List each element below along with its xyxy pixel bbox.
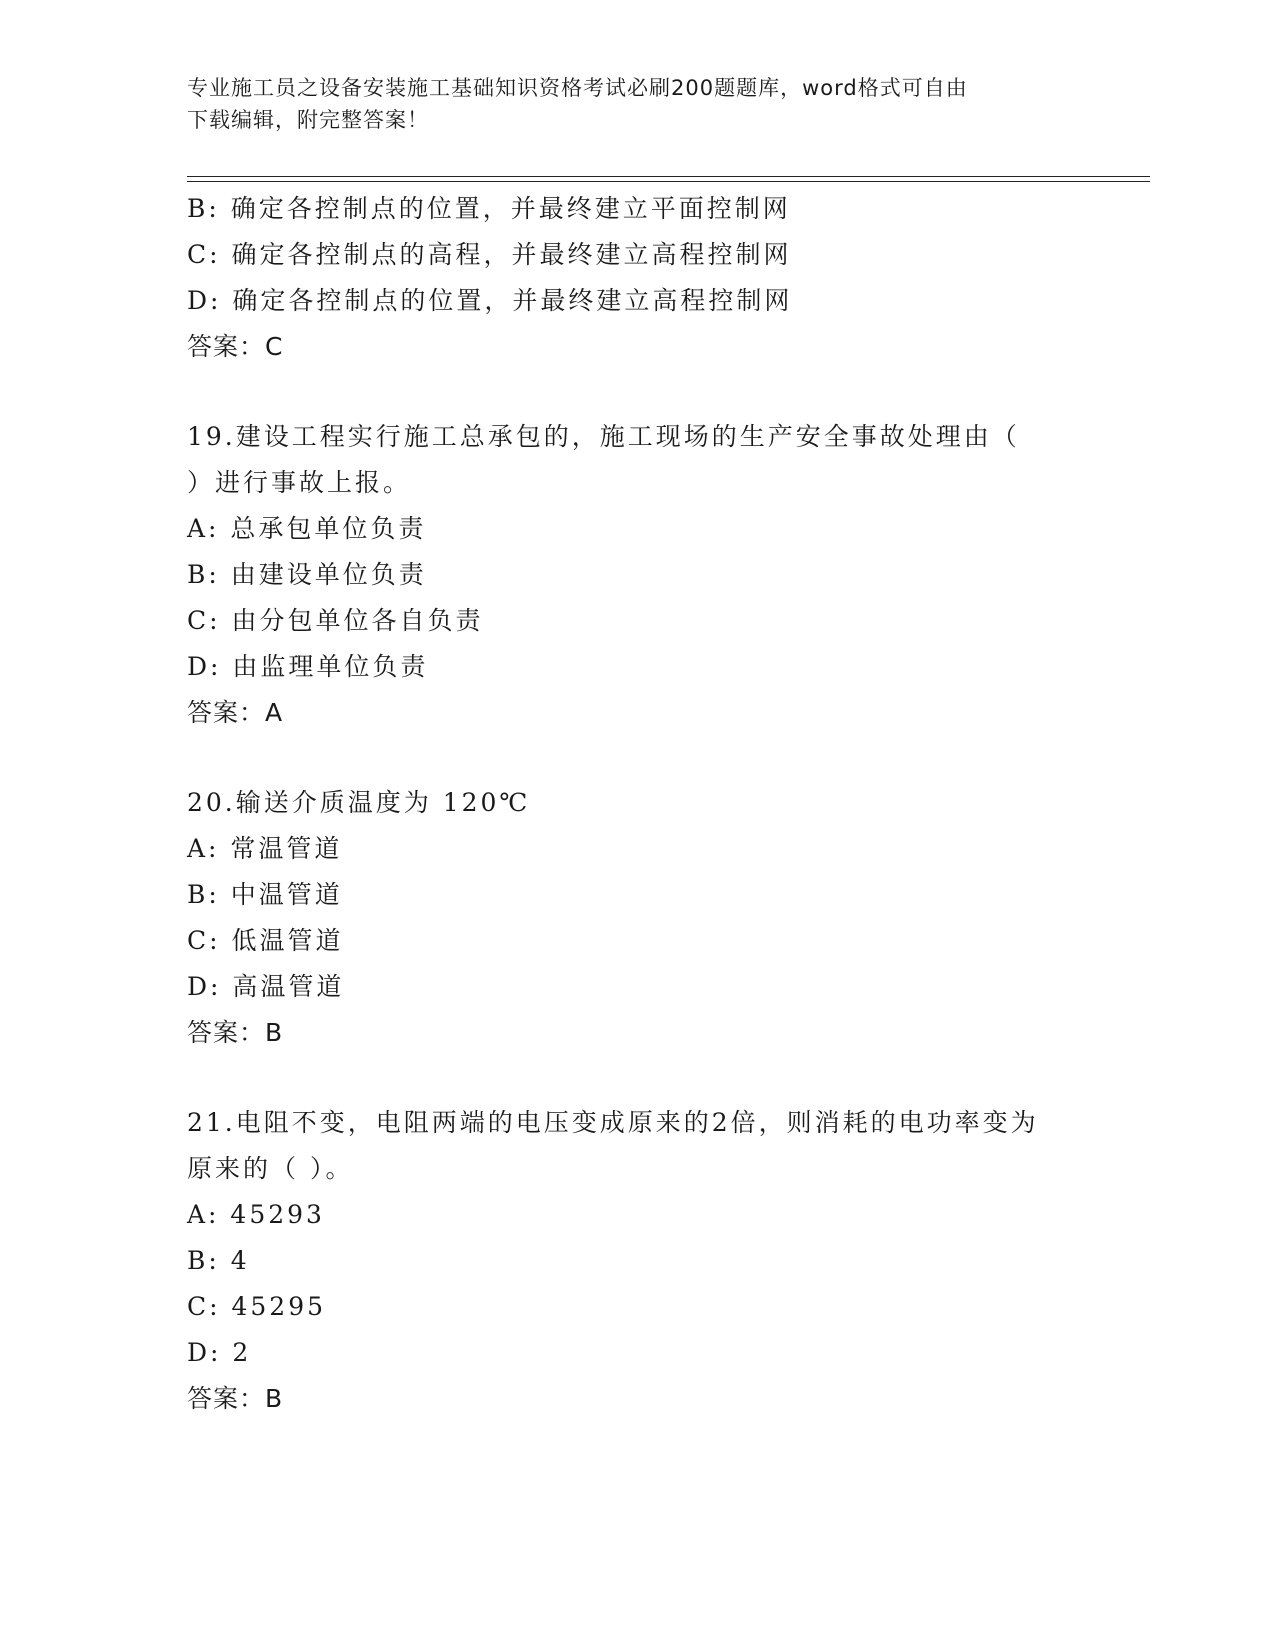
option-b: B: 中温管道 — [187, 880, 343, 909]
question-stem-line-2: 原来的（ ）。 — [187, 1154, 354, 1183]
option-c: C: 由分包单位各自负责 — [187, 606, 484, 635]
option-b: B: 确定各控制点的位置，并最终建立平面控制网 — [187, 194, 791, 223]
option-c: C: 确定各控制点的高程，并最终建立高程控制网 — [187, 240, 792, 269]
spacer — [187, 1056, 1087, 1100]
question-20 — [187, 780, 1087, 1056]
option-a: A: 常温管道 — [187, 834, 343, 863]
answer-line: 答案：A — [187, 698, 284, 727]
question-stem-line-1: 20.输送介质温度为 120℃ — [187, 788, 531, 817]
spacer — [187, 736, 1087, 780]
answer-line: 答案：B — [187, 1018, 284, 1047]
question-stem-line-1: 21.电阻不变，电阻两端的电压变成原来的2倍，则消耗的电功率变为 — [187, 1108, 1039, 1137]
question-list — [187, 186, 1087, 1422]
answer-line: 答案：C — [187, 332, 284, 361]
question-18 — [187, 186, 1087, 370]
option-d: D: 确定各控制点的位置，并最终建立高程控制网 — [187, 286, 793, 315]
option-c: C: 低温管道 — [187, 926, 344, 955]
header-divider-bottom — [187, 181, 1150, 182]
question-19 — [187, 414, 1087, 736]
header-divider-top — [187, 176, 1150, 177]
document-header — [187, 72, 1087, 136]
option-d: D: 2 — [187, 1338, 252, 1367]
question-stem-line-1: 19.建设工程实行施工总承包的，施工现场的生产安全事故处理由（ — [187, 422, 1020, 451]
question-stem-line-2: ）进行事故上报。 — [187, 468, 412, 497]
option-a: A: 45293 — [187, 1200, 325, 1229]
option-c: C: 45295 — [187, 1292, 327, 1321]
spacer — [187, 370, 1087, 414]
option-d: D: 高温管道 — [187, 972, 345, 1001]
question-21 — [187, 1100, 1087, 1422]
option-b: B: 由建设单位负责 — [187, 560, 427, 589]
header-line-1: 专业施工员之设备安装施工基础知识资格考试必刷200题题库，word格式可自由 — [187, 76, 968, 100]
answer-line: 答案：B — [187, 1384, 284, 1413]
header-line-2: 下载编辑，附完整答案！ — [187, 108, 429, 132]
option-b: B: 4 — [187, 1246, 250, 1275]
option-d: D: 由监理单位负责 — [187, 652, 429, 681]
option-a: A: 总承包单位负责 — [187, 514, 427, 543]
